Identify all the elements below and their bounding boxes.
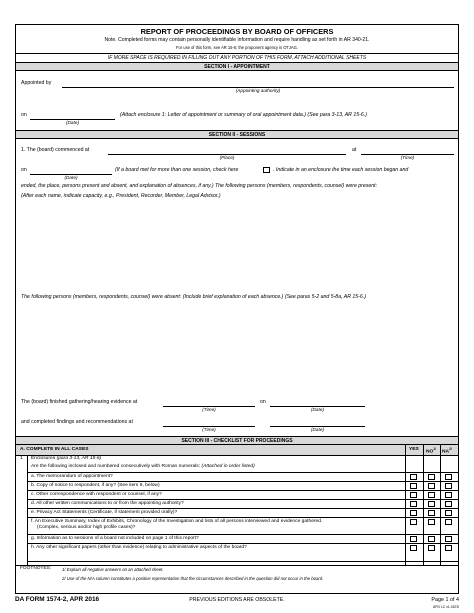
page-number: Page 1 of 4 xyxy=(431,597,459,603)
yes-checkbox[interactable] xyxy=(410,501,417,507)
na-checkbox[interactable] xyxy=(445,501,452,507)
section-1-heading: SECTION I - APPOINTMENT xyxy=(204,63,270,70)
attach-enclosure-note: (Attach enclosure 1: Letter of appointment or summary of oral appointment data.) (See para 3-13, AR 15-6.) xyxy=(120,112,367,118)
no-checkbox[interactable] xyxy=(428,474,435,480)
na-checkbox[interactable] xyxy=(445,519,452,525)
part-a-heading: A. COMPLETE IN ALL CASES xyxy=(20,447,89,452)
checklist-item-d: d. All other written communications to or from the appointing authority? xyxy=(31,500,184,506)
yes-checkbox[interactable] xyxy=(410,510,417,516)
na-checkbox[interactable] xyxy=(445,483,452,489)
divider xyxy=(15,70,459,71)
yes-checkbox[interactable] xyxy=(410,483,417,489)
date-caption: (Date) xyxy=(65,120,80,125)
time-caption: (Time) xyxy=(202,427,216,432)
proponent-note: For use of this form, see AR 15-6; the proponent agency is OTJAG. xyxy=(176,45,298,50)
board-met-note: (If a board met for more than one session, check here xyxy=(115,167,239,173)
divider xyxy=(15,53,459,54)
section-3-heading: SECTION III - CHECKLIST FOR PROCEEDINGS xyxy=(181,437,293,444)
item-1-label: Enclosures (para 3-13, AR 15-6) xyxy=(31,456,102,461)
space-notice: IF MORE SPACE IS REQUIRED IN FILLING OUT ANY PORTION OF THIS FORM, ATTACH ADDITIONAL SHEETS xyxy=(107,55,367,61)
no-checkbox[interactable] xyxy=(428,492,435,498)
appointed-by-label: Appointed by xyxy=(21,80,52,86)
yes-checkbox[interactable] xyxy=(410,519,417,525)
divider xyxy=(15,138,459,139)
na-checkbox[interactable] xyxy=(445,474,452,480)
yes-checkbox[interactable] xyxy=(410,474,417,480)
date-caption: (Date) xyxy=(310,407,325,412)
row-divider xyxy=(27,472,459,473)
form-title: REPORT OF PROCEEDINGS BY BOARD OF OFFICERS xyxy=(140,27,334,36)
row-divider xyxy=(27,490,459,491)
indicate-note: . Indicate in an enclosure the time each session began and xyxy=(273,167,409,173)
col-na: $NA^{2/}$ xyxy=(442,447,452,455)
yes-checkbox[interactable] xyxy=(410,536,417,542)
checklist-item-a: a. The memorandum of appointment? xyxy=(31,473,113,479)
row-divider xyxy=(27,534,459,535)
row-divider xyxy=(27,481,459,482)
pii-note: Note. Completed forms may contain personally identifiable information and require handling as set forth in AR 340-21. xyxy=(104,37,370,43)
checklist-item-b: b. Copy of notice to respondent, if any? (See item 9, below) xyxy=(31,482,160,488)
form-id: DA FORM 1574-2, APR 2016 xyxy=(15,596,100,603)
no-checkbox[interactable] xyxy=(428,545,435,551)
appointing-authority-caption: (Appointing authority) xyxy=(235,88,281,93)
commenced-label: 1. The (board) commenced at xyxy=(21,147,90,153)
row-divider xyxy=(27,508,459,509)
row-divider xyxy=(27,517,459,518)
footnotes-label: FOOTNOTES: xyxy=(20,566,52,571)
checklist-item-e: e. Privacy Act Statements (Certificate, if statement provided orally)? xyxy=(31,509,178,515)
place-caption: (Place) xyxy=(219,155,235,160)
col-divider xyxy=(440,444,441,565)
footnote-2: 2/ Use of the N/A column constitutes a positive representation that the circumstances described in the question did not occur in the board. xyxy=(62,576,324,581)
na-checkbox[interactable] xyxy=(445,536,452,542)
col-divider xyxy=(405,444,406,565)
at-label: at xyxy=(352,147,357,153)
row-divider xyxy=(27,561,459,562)
na-checkbox[interactable] xyxy=(445,510,452,516)
on-label: on xyxy=(21,167,27,173)
completed-label: and completed findings and recommendations at xyxy=(21,419,133,425)
no-checkbox[interactable] xyxy=(428,519,435,525)
absent-label: The following persons (members, respondents, counsel) were absent: (Include brief explanation of each absence.) (See paras 5-2 and 5-8a, AR 15-6.) xyxy=(21,294,366,300)
divider xyxy=(15,565,459,566)
checklist-item-h: h. Any other significant papers (other than evidence) relating to administrative aspects of the board? xyxy=(31,544,247,550)
ended-line: ended, the place, persons present and absent, and explanation of absences, if any.) The following persons (members, respondents, counsel) were present: xyxy=(21,183,378,189)
col-divider xyxy=(423,444,424,565)
time-caption: (Time) xyxy=(202,407,216,412)
item-1-description: Are the following inclosed and numbered consecutively with Roman numerals: (Attached in order listed) xyxy=(31,464,255,469)
after-name-note: (After each name, indicate capacity, e.g., President, Recorder, Member, Legal Advisor.) xyxy=(21,193,221,199)
time-caption: (Time) xyxy=(400,155,415,160)
on-label: on xyxy=(21,112,27,118)
no-checkbox[interactable] xyxy=(428,483,435,489)
form-version: APD LC v1.01ES xyxy=(432,605,459,609)
item-1-number: 1 xyxy=(20,456,23,461)
col-no: $NO^{1/}$ xyxy=(426,447,437,455)
row-divider xyxy=(27,543,459,544)
on-label: on xyxy=(260,399,266,405)
checklist-item-f-continuation: (Complex, serious and/or high profile cases)? xyxy=(37,525,136,530)
checklist-item-g: g. Information as to sessions of a board not included on page 1 of this report? xyxy=(31,535,199,541)
section-2-heading: SECTION II - SESSIONS xyxy=(208,131,266,138)
na-checkbox[interactable] xyxy=(445,545,452,551)
checklist-item-f: f. An Executive Summary, Index of Exhibits, Chronology of the Investigation and lists of all persons interviewed and evidence gathered. xyxy=(31,518,323,524)
multiple-sessions-checkbox[interactable] xyxy=(263,167,270,173)
no-checkbox[interactable] xyxy=(428,510,435,516)
finished-label: The (board) finished gathering/hearing evidence at xyxy=(21,399,138,405)
obsolete-note: PREVIOUS EDITIONS ARE OBSOLETE. xyxy=(189,597,285,603)
na-checkbox[interactable] xyxy=(445,492,452,498)
no-checkbox[interactable] xyxy=(428,501,435,507)
footnote-1: 1/ Explain all negative answers on an attached sheet. xyxy=(62,567,164,572)
row-divider xyxy=(27,499,459,500)
col-yes: YES xyxy=(409,447,419,452)
checklist-item-c: c. Other correspondence with respondent or counsel, if any? xyxy=(31,491,162,497)
yes-checkbox[interactable] xyxy=(410,545,417,551)
no-checkbox[interactable] xyxy=(428,536,435,542)
date-caption: (Date) xyxy=(310,427,325,432)
date-caption: (Date) xyxy=(64,175,78,180)
yes-checkbox[interactable] xyxy=(410,492,417,498)
